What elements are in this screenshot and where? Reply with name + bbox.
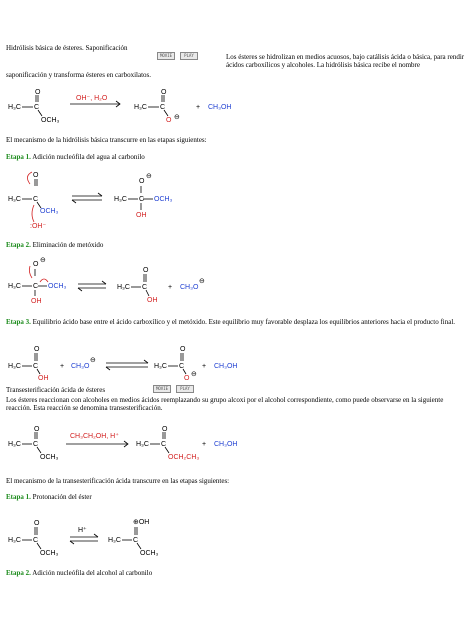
trans-step-2-heading: Etapa 2. Adición nucleófila del alcohol al carbonilo <box>6 569 153 577</box>
svg-text:H₃C: H₃C <box>108 537 121 544</box>
svg-text:⊖: ⊖ <box>90 357 96 364</box>
svg-text:C: C <box>33 441 39 448</box>
svg-text:OCH₃: OCH₃ <box>40 454 59 461</box>
svg-text:+: + <box>196 104 201 111</box>
saponification-reaction <box>0 86 474 128</box>
svg-text:C: C <box>139 196 145 203</box>
svg-text:+: + <box>60 363 65 370</box>
svg-text:O: O <box>162 426 168 433</box>
methanol-product: CH₃OH <box>214 441 238 448</box>
svg-text:⊖: ⊖ <box>40 257 46 264</box>
svg-text:OCH₂CH₃: OCH₂CH₃ <box>168 454 200 461</box>
svg-text:OH: OH <box>136 212 147 219</box>
svg-text:C: C <box>160 104 166 111</box>
svg-text:OCH₃: OCH₃ <box>40 208 59 215</box>
formula-h3c: H₃C <box>8 104 21 111</box>
reagent-label: OH⁻, H₂O <box>76 95 108 102</box>
svg-text:O: O <box>34 520 40 527</box>
step-3-label: Etapa 3. <box>6 318 31 326</box>
trans-step-2-label: Etapa 2. <box>6 569 31 577</box>
step-1-label: Etapa 1. <box>6 153 31 161</box>
intro-paragraph: Los ésteres se hidrolizan en medios acuosos, bajo catálisis ácida o básica, para rendir ácidos carboxílicos y alcoholes. La hidrólisis básica recibe el nombre <box>226 53 465 69</box>
svg-text:⊖: ⊖ <box>199 278 205 285</box>
svg-text:O: O <box>143 267 149 274</box>
svg-text:OCH₃: OCH₃ <box>140 550 159 557</box>
play-button[interactable]: PLAY <box>176 385 194 393</box>
svg-text:CH₃OH: CH₃OH <box>214 363 238 370</box>
step-2-mechanism <box>0 252 474 308</box>
svg-text:O: O <box>184 375 190 382</box>
svg-text:O: O <box>34 346 40 353</box>
step-2-heading: Etapa 2. Eliminación de metóxido <box>6 241 104 249</box>
step-1-mechanism <box>0 164 474 234</box>
svg-text:H₃C: H₃C <box>8 441 21 448</box>
svg-text:C: C <box>142 284 148 291</box>
movie-button[interactable]: MOVIE <box>157 52 175 60</box>
svg-text:CH₃O: CH₃O <box>71 363 90 370</box>
step-3-paragraph: Etapa 3. Equilibrio ácido base entre el ácido carboxílico y el metóxido. Este equilibrio muy favorable desplaza los equilibrios anteriores hacia el producto final. <box>6 318 456 326</box>
svg-text:H₃C: H₃C <box>114 196 127 203</box>
trans-step-1-heading: Etapa 1. Protonación del éster <box>6 493 92 501</box>
svg-text:OCH₃: OCH₃ <box>41 117 60 124</box>
svg-text:O: O <box>161 89 167 96</box>
svg-text:OH: OH <box>38 375 49 382</box>
svg-text:C: C <box>33 283 39 290</box>
svg-text:⊖: ⊖ <box>174 114 180 121</box>
svg-text:O: O <box>35 89 41 96</box>
svg-text:C: C <box>34 104 40 111</box>
svg-text:OCH₃: OCH₃ <box>48 283 67 290</box>
svg-text:H₃C: H₃C <box>154 363 167 370</box>
svg-text:C: C <box>133 537 139 544</box>
svg-text:+: + <box>168 284 173 291</box>
svg-text:+: + <box>202 363 207 370</box>
svg-text:O: O <box>33 172 39 179</box>
svg-text:OCH₃: OCH₃ <box>40 550 59 557</box>
step-1-heading: Etapa 1. Adición nucleófila del agua al carbonilo <box>6 153 145 161</box>
mechanism-intro: El mecanismo de la hidrólisis básica transcurre en las etapas siguientes: <box>6 136 207 144</box>
svg-text:C: C <box>33 196 39 203</box>
svg-text:C: C <box>179 363 185 370</box>
svg-text:H₃C: H₃C <box>134 104 147 111</box>
svg-text:O: O <box>34 426 40 433</box>
svg-text:⊕OH: ⊕OH <box>133 519 150 526</box>
svg-text:OH: OH <box>147 297 158 304</box>
svg-text:O: O <box>139 178 145 185</box>
page-title: Hidrólisis básica de ésteres. Saponificación <box>6 44 128 52</box>
svg-text:O: O <box>33 261 39 268</box>
transesterification-paragraph: Los ésteres reaccionan con alcoholes en medios ácidos reemplazando su grupo alcoxi por el alcohol correspondiente, como puede observarse en la siguiente reacción. Esta reacción se denomina transesterificación. <box>6 396 444 412</box>
svg-text:OH: OH <box>31 298 42 305</box>
svg-text:H₃C: H₃C <box>8 283 21 290</box>
svg-text:⊖: ⊖ <box>146 173 152 180</box>
movie-button[interactable]: MOVIE <box>153 385 171 393</box>
svg-text:O: O <box>180 346 186 353</box>
svg-text:H₃C: H₃C <box>8 537 21 544</box>
svg-text:H⁺: H⁺ <box>78 527 87 534</box>
step-2-label: Etapa 2. <box>6 241 31 249</box>
transesterification-reaction <box>0 424 474 468</box>
svg-text::OH⁻: :OH⁻ <box>30 223 47 230</box>
play-button[interactable]: PLAY <box>180 52 198 60</box>
svg-text:H₃C: H₃C <box>8 196 21 203</box>
svg-text:H₃C: H₃C <box>117 284 130 291</box>
transesterification-title: Transesterificación ácida de ésteres <box>6 386 106 394</box>
trans-step-1-label: Etapa 1. <box>6 493 31 501</box>
svg-text:C: C <box>161 441 167 448</box>
svg-text:C: C <box>33 537 39 544</box>
svg-text:H₃C: H₃C <box>136 441 149 448</box>
trans-step-1-mechanism <box>0 508 474 562</box>
svg-text:⊖: ⊖ <box>191 371 197 378</box>
methanol-product: CH₃OH <box>208 104 232 111</box>
svg-text:CH₃O: CH₃O <box>180 284 199 291</box>
svg-text:C: C <box>33 363 39 370</box>
transesterification-mechanism-intro: El mecanismo de la transesterificación ácida transcurre en las etapas siguientes: <box>6 477 230 485</box>
svg-text:O: O <box>166 117 172 124</box>
svg-text:OCH₃: OCH₃ <box>154 196 173 203</box>
svg-text:+: + <box>202 441 207 448</box>
intro-continuation: saponificación y transforma ésteres en carboxilatos. <box>6 71 152 79</box>
step-3-mechanism <box>0 340 474 380</box>
svg-text:H₃C: H₃C <box>8 363 21 370</box>
reagent-label: CH₃CH₂OH, H⁺ <box>70 433 119 440</box>
